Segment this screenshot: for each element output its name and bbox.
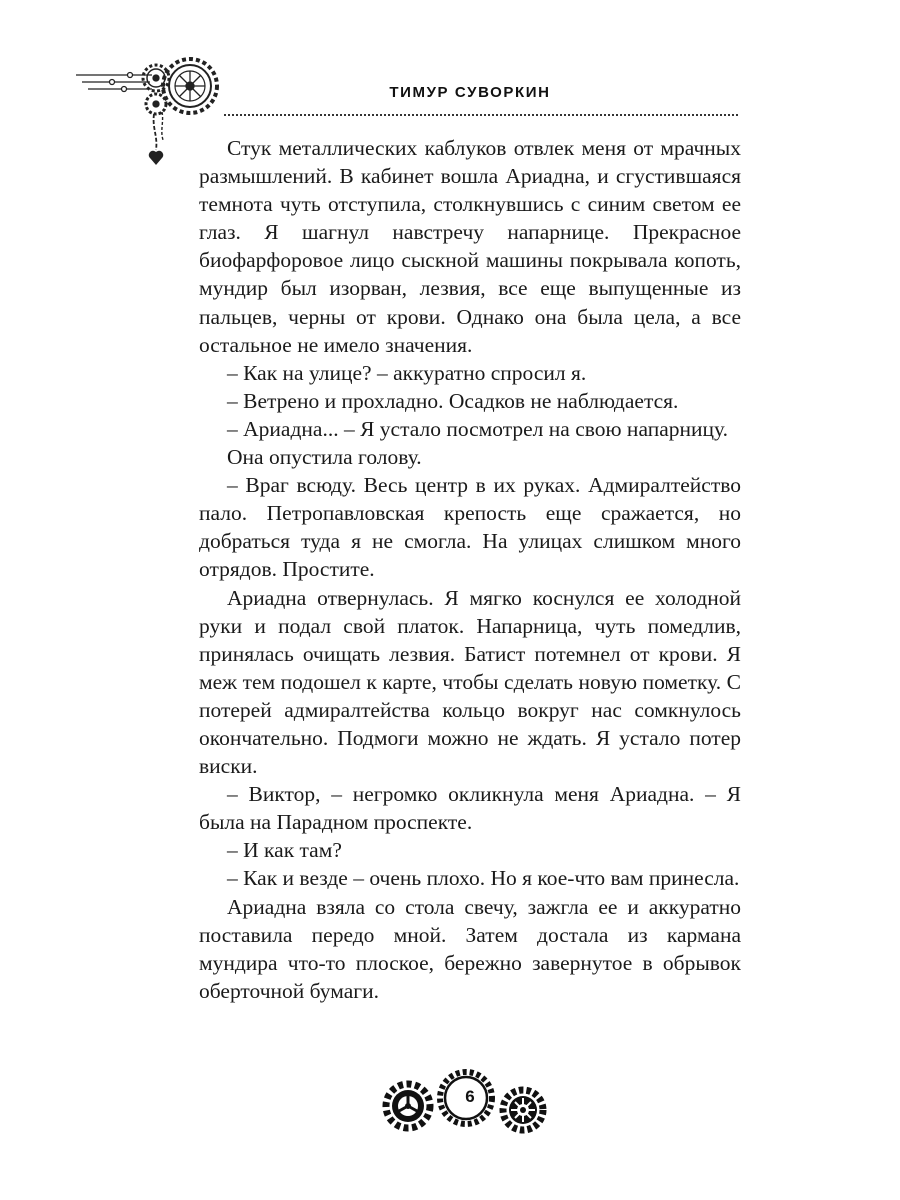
paragraph: – Как на улице? – аккуратно спросил я. xyxy=(227,360,587,385)
paragraph: – Виктор, – негромко окликнула меня Ариадна. – Я была на Парадном проспекте. xyxy=(199,782,741,835)
paragraph: Она опустила голову. xyxy=(227,445,422,470)
paragraph: Стук металлических каблуков отвлек меня от мрачных размышлений. В кабинет вошла Ариадна, и сгустившаяся темнота чуть отступила, столкнувшись с синим светом ее глаз. Я шагнул навстречу напарнице. Прекрасное биофарфоровое лицо сыскной машины покрывала копоть, мундир был изорван, лезвия, все еще выпущенные из пальцев, черны от крови. Однако она была цела, а все остальное не имело значения. xyxy=(199,136,741,357)
paragraph: Ариадна отвернулась. Я мягко коснулся ее холодной руки и подал свой платок. Напарница, чуть помедлив, принялась очищать лезвия. Батист потемнел от крови. Я меж тем подошел к карте, чтобы сделать новую пометку. С потерей адмиралтейства кольцо вокруг нас сомкнулось окончательно. Подмоги можно не ждать. Я устало потер виски. xyxy=(199,585,741,779)
header-rule xyxy=(224,112,740,118)
page-number: 6 xyxy=(465,1087,475,1106)
running-header-author: ТИМУР СУВОРКИН xyxy=(389,84,551,101)
paragraph: Ариадна взяла со стола свечу, зажгла ее и аккуратно поставила передо мной. Затем достала из кармана мундира что-то плоское, бережно завернутое в обрывок оберточной бумаги. xyxy=(199,894,741,1003)
paragraph: – Ариадна... – Я устало посмотрел на свою напарницу. xyxy=(227,416,728,441)
paragraph: – Враг всюду. Весь центр в их руках. Адмиралтейство пало. Петропавловская крепость еще сражается, но добраться туда я не смогла. На улицах слишком много отрядов. Простите. xyxy=(199,473,741,582)
paragraph: – И как там? xyxy=(227,838,342,863)
body-text xyxy=(199,134,741,1005)
paragraph: – Ветрено и прохладно. Осадков не наблюдается. xyxy=(227,388,679,413)
paragraph: – Как и везде – очень плохо. Но я кое-что вам принесла. xyxy=(227,866,740,891)
